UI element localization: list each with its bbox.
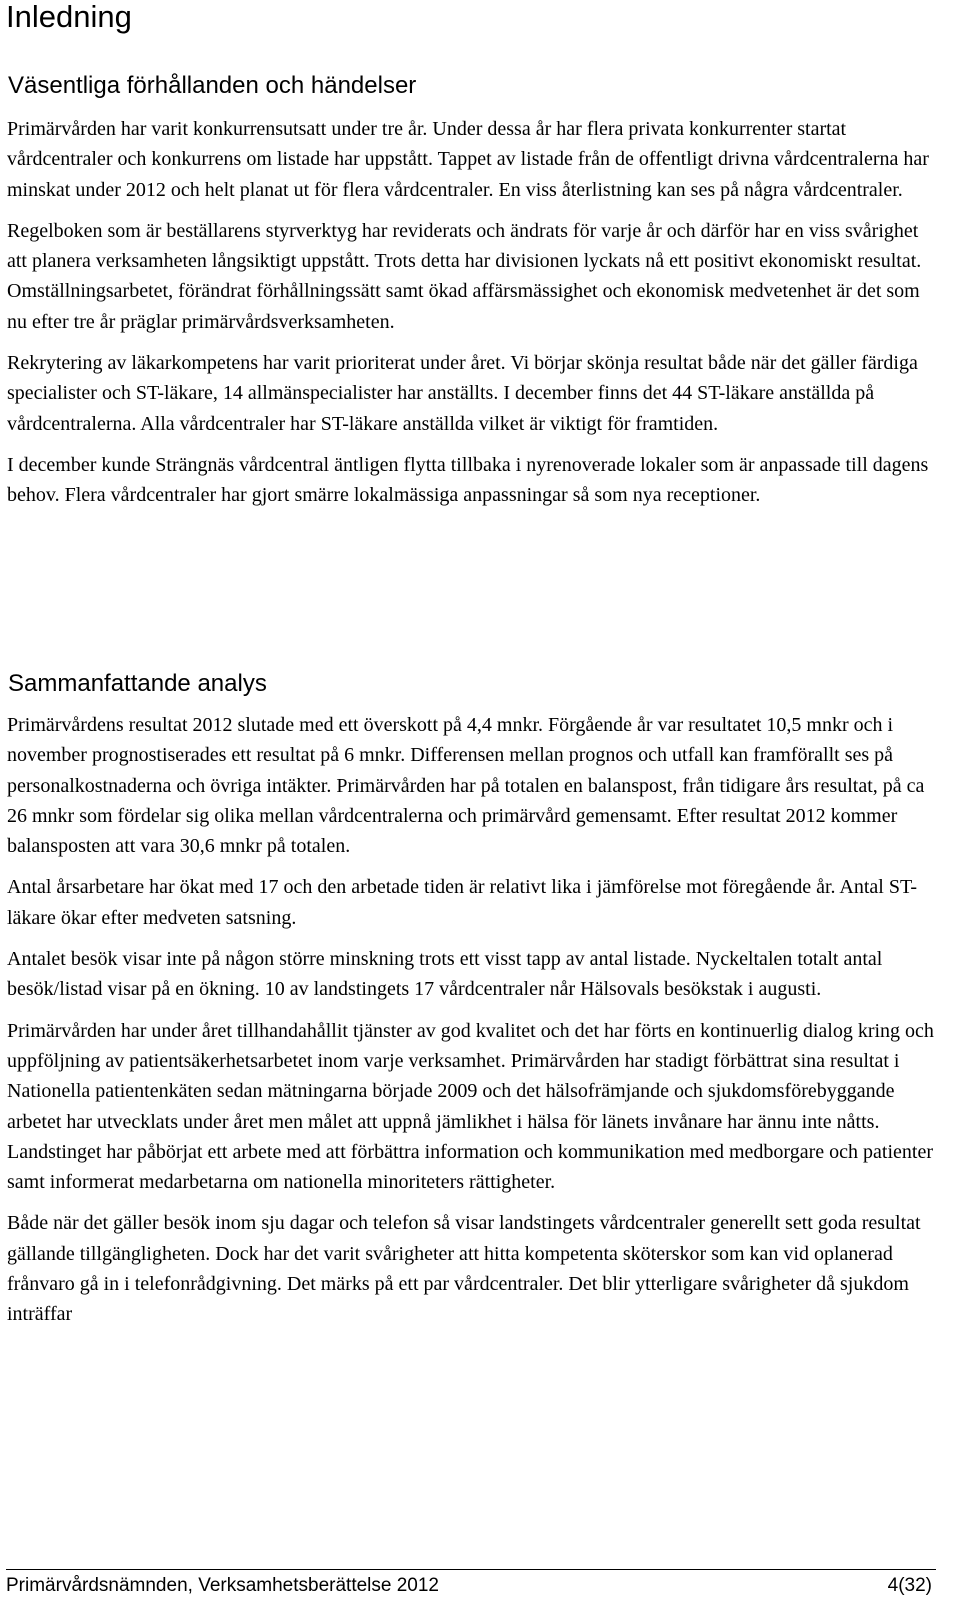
paragraph: Primärvårdens resultat 2012 slutade med ett överskott på 4,4 mnkr. Förgående år var resultatet 10,5 mnkr och i november prognostiserades ett resultat på 6 mnkr. Differensen mellan prognos och utfall kan framförallt ses på personalkostnaderna och övriga intäkter. Primärvården har på totalen en balanspost, från tidigare års resultat, på ca 26 mnkr som fördelar sig olika mellan vårdcentralerna och primärvård gemensamt. Efter resultat 2012 kommer balansposten att vara 30,6 mnkr på totalen. [7,714,925,858]
paragraph: Regelboken som är beställarens styrverktyg har reviderats och ändrats för varje år och därför har en viss svårighet att planera verksamheten långsiktigt uppstått. Trots detta har divisionen lyckats nå ett positivt ekonomiskt resultat. Omställningsarbetet, förändrat förhållningssätt samt ökad affärsmässighet och ekonomisk medvetenhet är det som nu efter tre år präglar primärvårdsverksamheten. [7,219,922,333]
paragraph: I december kunde Strängnäs vårdcentral äntligen flytta tillbaka i nyrenoverade lokaler som är anpassade till dagens behov. Flera vårdcentraler har gjort smärre lokalmässiga anpassningar så som nya receptioner. [7,453,929,507]
section-body-2 [7,710,937,1341]
paragraph: Antalet besök visar inte på någon större minskning trots ett visst tapp av antal listade. Nyckeltalen totalt antal besök/listad visar på en ökning. 10 av landstingets 17 vårdcentraler når Hälsovals besökstak i augusti. [7,948,883,1001]
section-heading-2: Sammanfattande analys [8,670,267,697]
paragraph: Rekrytering av läkarkompetens har varit prioriterat under året. Vi börjar skönja resultat både när det gäller färdiga specialister och ST-läkare, 14 allmänspecialister har anställts. I december finns det 44 ST-läkare anställda på vårdcentralerna. Alla vårdcentraler har ST-läkare anställda vilket är viktigt för framtiden. [7,352,918,435]
paragraph: Antal årsarbetare har ökat med 17 och den arbetade tiden är relativt lika i jämförelse mot föregående år. Antal ST-läkare ökar efter medveten satsning. [7,876,918,929]
section-body-1 [7,114,937,522]
footer [6,1573,932,1599]
footer-divider [6,1569,936,1570]
paragraph: Primärvården har under året tillhandahållit tjänster av god kvalitet och det har förts en kontinuerlig dialog kring och uppföljning av patientsäkerhetsarbetet inom varje verksamhet. Primärvården har stadigt förbättrat sina resultat i Nationella patientenkäten sedan mätningarna började 2009 och det hälsofrämjande och sjukdomsförebyggande arbetet har utvecklats under året men målet att uppnå jämlikhet i hälsa för länets invånare har ännu inte nåtts. Landstinget har påbörjat ett arbete med att förbättra information och kommunikation med medborgare och patienter samt informerat medarbetarna om nationella minoriteters rättigheter. [7,1019,934,1194]
page-title: Inledning [6,0,132,34]
footer-document-title: Primärvårdsnämnden, Verksamhetsberättelse 2012 [6,1575,440,1596]
footer-page-number: 4(32) [887,1575,932,1596]
section-heading-1: Väsentliga förhållanden och händelser [8,72,417,99]
paragraph: Primärvården har varit konkurrensutsatt under tre år. Under dessa år har flera privata konkurrenter startat vårdcentraler och konkurrens om listade har uppstått. Tappet av listade från de offentligt drivna vårdcentralerna har minskat under 2012 och helt planat ut för flera vårdcentraler. En viss återlistning kan ses på några vårdcentraler. [7,118,929,201]
paragraph: Både när det gäller besök inom sju dagar och telefon så visar landstingets vårdcentraler generellt sett goda resultat gällande tillgängligheten. Dock har det varit svårigheter att hitta kompetenta sköterskor som kan vid oplanerad frånvaro gå in i telefonrådgivning. Det märks på ett par vårdcentraler. Det blir ytterligare svårigheter då sjukdom inträffar [7,1212,921,1326]
